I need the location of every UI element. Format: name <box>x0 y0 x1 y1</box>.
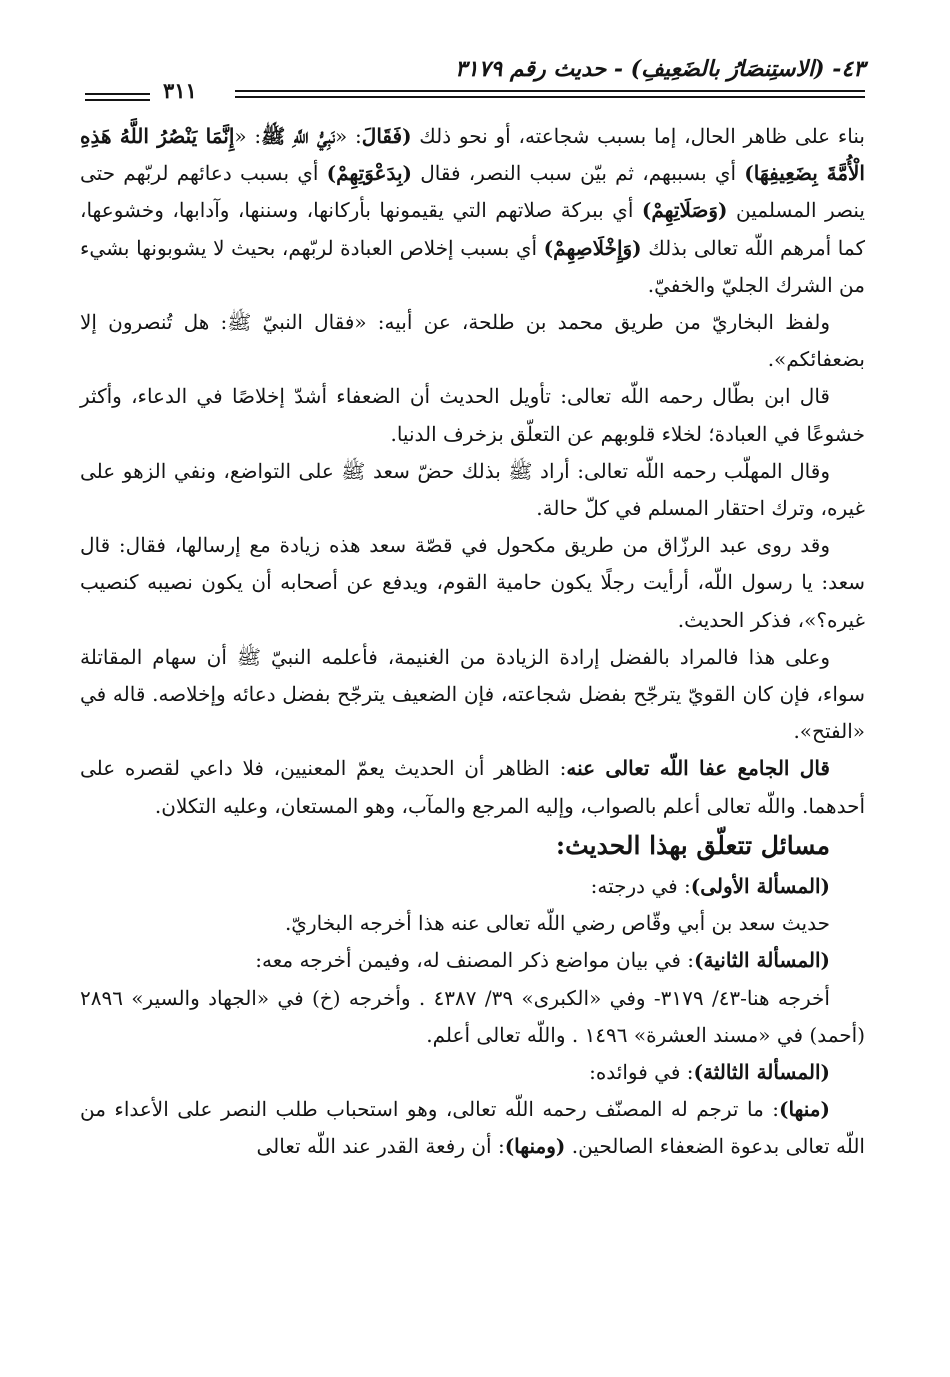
paragraph <box>80 639 865 751</box>
bold-text-segment: (وَإِخْلَاصِهِمْ) <box>543 235 642 260</box>
text-segment: : في بيان مواضع ذكر المصنف له، وفيمن أخرجه معه: <box>255 948 695 973</box>
header-rule <box>235 90 865 92</box>
bold-text-segment: نَبِيُّ اللَّهِ ﷺ <box>261 124 336 148</box>
text-segment: أي بسببهم، ثم بيّن سبب النصر، فقال <box>412 161 745 186</box>
paragraph <box>80 378 865 452</box>
text-segment: أي ببركة صلاتهم التي يقيمونها بأركانها، وسننها، وآدابها، وخشوعها، كما أمرهم اللّه تعالى بذلك <box>80 198 865 260</box>
text-segment: وقد روى عبد الرزّاق من طريق مكحول في قصّة سعد هذه زيادة مع إرسالها، فقال: قال سعد: يا رسول اللّه، أرأيت رجلًا يكون حامية القوم، ويدفع عن أصحابه أن يكون نصيبه كنصيب غيره؟»، فذكر الحديث. <box>80 533 865 632</box>
text-segment: وعلى هذا فالمراد بالفضل إرادة الزيادة من الغنيمة، فأعلمه النبيّ ﷺ أن سهام المقاتلة سواء، فإن كان القويّ يترجّح بفضل شجاعته، فإن الضعيف يترجّح بفضل دعائه وإخلاصه. قاله في «الفتح». <box>80 644 865 744</box>
section-heading: مسائل تتعلّق بهذا الحديث: <box>555 830 830 860</box>
commentary-paragraphs <box>80 118 865 825</box>
bold-text-segment: (فَقَالَ <box>361 124 412 148</box>
bold-text-segment: (وَصَلَاتِهِمْ) <box>641 198 728 223</box>
text-segment: : أن رفعة القدر عند اللّه تعالى <box>256 1134 505 1159</box>
paragraph <box>80 118 865 304</box>
text-segment: أي بسبب دعائهم لربّهم حتى ينصر المسلمين <box>80 161 865 223</box>
bold-text-segment: (ومنها) <box>504 1134 566 1159</box>
text-segment: : « <box>335 124 362 148</box>
issue-paragraph <box>80 980 865 1054</box>
bold-text-segment: (المسألة الثالثة) <box>693 1060 830 1085</box>
text-segment: وقال المهلّب رحمه اللّه تعالى: أراد ﷺ بذلك حضّ سعد ﷺ على التواضع، ونفي الزهو على غيره، وترك احتقار المسلم في كلّ حالة. <box>80 458 865 521</box>
text-segment: : الظاهر أن الحديث يعمّ المعنيين، فلا داعي لقصره على أحدهما. واللّه تعالى أعلم بالصواب، وإليه المرجع والمآب، وهو المستعان، وعليه التكلان. <box>80 756 865 818</box>
issue-paragraph <box>80 905 865 942</box>
text-segment: بناء على ظاهر الحال، إما بسبب شجاعته، أو نحو ذلك <box>411 124 865 148</box>
text-segment: : ما ترجم له المصنّف رحمه اللّه تعالى، وهو استحباب طلب النصر على الأعداء من اللّه تعالى بدعوة الضعفاء الصالحين. <box>80 1097 865 1159</box>
running-header <box>85 56 865 103</box>
issue-paragraph <box>80 1054 865 1091</box>
bold-text-segment: (المسألة الأولى) <box>690 874 830 899</box>
issues-list <box>80 868 865 1166</box>
bold-text-segment: (منها) <box>779 1097 830 1122</box>
header-rule <box>85 99 150 101</box>
bold-text-segment: إِنَّمَا يَنْصُرُ اللَّهُ هَذِهِ الْأُمَّةَ بِضَعِيفِهَا) <box>80 124 865 186</box>
text-segment: ولفظ البخاريّ من طريق محمد بن طلحة، عن أبيه: «فقال النبيّ ﷺ: هل تُنصرون إلا بضعفائكم». <box>80 310 865 372</box>
paragraph <box>80 527 865 639</box>
paragraph <box>80 750 865 824</box>
paragraph <box>80 304 865 378</box>
header-rule <box>85 93 150 95</box>
bold-text-segment: قال الجامع عفا اللّه تعالى عنه <box>566 756 830 781</box>
header-rule <box>235 96 865 98</box>
text-segment: أي بسبب إخلاص العبادة لربّهم، بحيث لا يشوبونها بشيء من الشرك الجليّ والخفيّ. <box>80 235 865 297</box>
text-segment: أخرجه هنا-٤٣/ ٣١٧٩- وفي «الكبرى» ٣٩/ ٤٣٨٧ . وأخرجه (خ) في «الجهاد والسير» ٢٨٩٦ (أحمد) في «مسند العشرة» ١٤٩٦ . واللّه تعالى أعلم. <box>80 985 865 1047</box>
issue-paragraph <box>80 868 865 905</box>
text-segment: حديث سعد بن أبي وقّاص رضي اللّه تعالى عنه هذا أخرجه البخاريّ. <box>284 911 830 936</box>
header-title: ٤٣- (الاستِنصَارُ بالضَعِيفِ) - حديث رقم ٣١٧٩ <box>454 56 865 82</box>
issue-paragraph <box>80 942 865 979</box>
bold-text-segment: (بِدَعْوَتِهِمْ) <box>326 161 413 186</box>
bold-text-segment: (المسألة الثانية) <box>694 948 830 973</box>
paragraph <box>80 453 865 527</box>
text-segment: : « <box>234 124 262 148</box>
text-segment: : في درجته: <box>590 874 691 899</box>
text-segment: قال ابن بطّال رحمه اللّه تعالى: تأويل الحديث أن الضعفاء أشدّ إخلاصًا في الدعاء، وأكثر خشوعًا في العبادة؛ لخلاء قلوبهم عن التعلّق بزخرف الدنيا. <box>80 384 865 446</box>
page-body <box>80 118 865 1166</box>
issue-paragraph <box>80 1091 865 1165</box>
text-segment: : في فوائده: <box>589 1060 694 1085</box>
page-number: ٣١١ <box>163 78 197 103</box>
